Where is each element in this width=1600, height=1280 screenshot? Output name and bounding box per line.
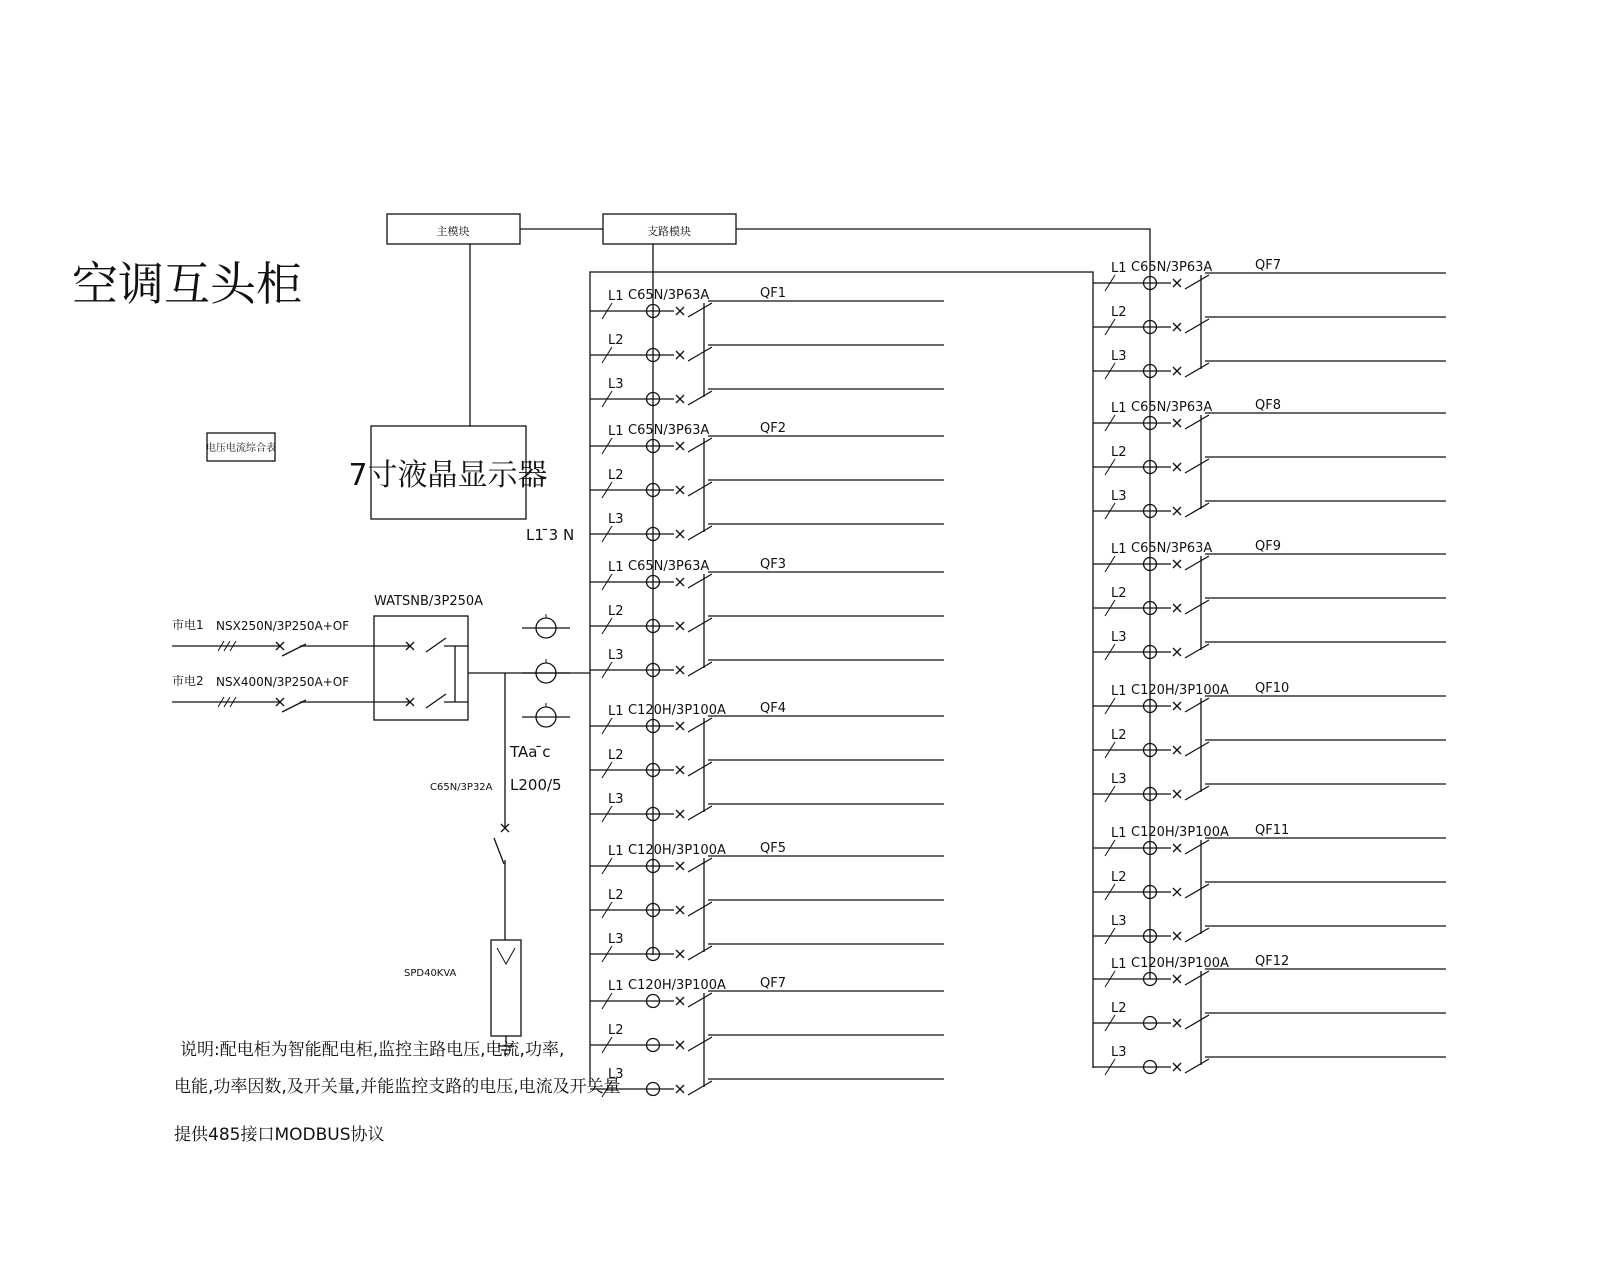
right-feeder-group-1-phase-3: L3 (1111, 349, 1127, 364)
ct-label-2: L200/5 (510, 776, 562, 794)
right-feeder-group-5 (1093, 823, 1446, 944)
left-feeder-group-2 (590, 421, 944, 542)
incoming-1-feeder (172, 641, 374, 656)
right-feeder-group-6-breaker: C120H/3P100A (1131, 956, 1229, 971)
left-feeder-group-3 (590, 557, 944, 678)
meter-label: 电压电流综合表 (206, 443, 276, 454)
left-feeder-group-6-qf: QF7 (760, 976, 786, 991)
right-feeder-group-4 (1093, 681, 1446, 802)
right-feeder-group-4-qf: QF10 (1255, 681, 1290, 696)
note-line-2: 电能,功率因数,及开关量,并能监控支路的电压,电流及开关量 (174, 1077, 621, 1097)
spd-breaker-label: C65N/3P32A (430, 782, 493, 793)
right-feeder-group-4-phase-2: L2 (1111, 728, 1127, 743)
right-feeder-group-6-phase-3: L3 (1111, 1045, 1127, 1060)
right-feeder-group-2 (1093, 398, 1446, 519)
right-feeder-group-3-qf: QF9 (1255, 539, 1281, 554)
right-feeder-group-1 (1093, 258, 1446, 379)
right-feeder-group-5-breaker: C120H/3P100A (1131, 825, 1229, 840)
spd-device-label: SPD40KVA (404, 968, 457, 979)
right-feeder-group-6-phase-1: L1 (1111, 957, 1127, 972)
right-feeder-group-4-phase-3: L3 (1111, 772, 1127, 787)
left-feeder-group-1 (590, 286, 944, 407)
ats-switch-2 (374, 646, 468, 708)
left-feeder-group-5-phase-2: L2 (608, 888, 624, 903)
left-feeder-group-5-breaker: C120H/3P100A (628, 843, 726, 858)
bus-frame (590, 272, 1093, 1086)
branch-module-label: 支路模块 (647, 225, 691, 238)
right-feeder-group-2-qf: QF8 (1255, 398, 1281, 413)
right-feeder-group-5-qf: QF11 (1255, 823, 1290, 838)
left-feeder-group-1-qf: QF1 (760, 286, 786, 301)
right-feeder-group-4-phase-1: L1 (1111, 684, 1127, 699)
left-feeder-group-6-phase-2: L2 (608, 1023, 624, 1038)
right-feeder-group-1-phase-2: L2 (1111, 305, 1127, 320)
left-feeder-group-3-phase-2: L2 (608, 604, 624, 619)
left-feeder-group-1-phase-3: L3 (608, 377, 624, 392)
left-feeder-group-5-phase-3: L3 (608, 932, 624, 947)
incoming-1-source: 市电1 (172, 618, 204, 632)
right-feeder-group-6 (1093, 954, 1446, 1075)
note-line-3: 提供485接口MODBUS协议 (174, 1125, 385, 1145)
left-feeder-group-2-phase-1: L1 (608, 424, 624, 439)
right-feeder-group-1-phase-1: L1 (1111, 261, 1127, 276)
right-feeder-group-3-phase-1: L1 (1111, 542, 1127, 557)
diagram-title: 空调互头柜 (72, 257, 302, 311)
current-transformers (522, 614, 570, 727)
right-feeder-group-3-breaker: C65N/3P63A (1131, 541, 1213, 556)
left-feeder-group-5 (590, 841, 944, 962)
right-feeder-group-6-phase-2: L2 (1111, 1001, 1127, 1016)
left-feeder-group-4-qf: QF4 (760, 701, 786, 716)
right-feeder-group-5-phase-2: L2 (1111, 870, 1127, 885)
right-feeder-group-1-breaker: C65N/3P63A (1131, 260, 1213, 275)
right-feeder-group-3-phase-3: L3 (1111, 630, 1127, 645)
bus-label: L1 ̄3 N (526, 526, 575, 544)
left-feeder-group-2-phase-2: L2 (608, 468, 624, 483)
ct-label-1: TAa ̄c (510, 743, 551, 761)
left-feeder-group-3-qf: QF3 (760, 557, 786, 572)
left-feeder-group-5-qf: QF5 (760, 841, 786, 856)
right-feeder-group-2-phase-1: L1 (1111, 401, 1127, 416)
right-feeder-group-4-breaker: C120H/3P100A (1131, 683, 1229, 698)
left-feeder-group-6-phase-1: L1 (608, 979, 624, 994)
incoming-2-source: 市电2 (172, 674, 204, 688)
left-feeder-group-3-phase-1: L1 (608, 560, 624, 575)
left-feeder-group-2-phase-3: L3 (608, 512, 624, 527)
incoming-1-breaker: NSX250N/3P250A+OF (216, 619, 350, 633)
right-feeder-group-1-qf: QF7 (1255, 258, 1281, 273)
comm-line-right (736, 229, 1150, 272)
right-feeder-groups (1093, 258, 1446, 1075)
left-feeder-group-6-breaker: C120H/3P100A (628, 978, 726, 993)
left-feeder-group-4 (590, 701, 944, 822)
ats-label: WATSNB/3P250A (374, 594, 484, 609)
right-feeder-group-2-phase-2: L2 (1111, 445, 1127, 460)
left-feeder-group-4-phase-1: L1 (608, 704, 624, 719)
left-feeder-group-4-phase-3: L3 (608, 792, 624, 807)
left-feeder-group-2-qf: QF2 (760, 421, 786, 436)
spd-feeder (491, 673, 521, 1054)
left-feeder-group-2-breaker: C65N/3P63A (628, 423, 710, 438)
note-line-1: 说明:配电柜为智能配电柜,监控主路电压,电流,功率, (180, 1040, 565, 1060)
left-feeder-group-1-breaker: C65N/3P63A (628, 288, 710, 303)
left-feeder-group-6-phase-3: L3 (608, 1067, 624, 1082)
incoming-2-feeder (172, 697, 374, 712)
right-feeder-group-3 (1093, 539, 1446, 660)
left-feeder-group-5-phase-1: L1 (608, 844, 624, 859)
right-feeder-group-5-phase-3: L3 (1111, 914, 1127, 929)
left-feeder-group-4-breaker: C120H/3P100A (628, 703, 726, 718)
left-feeder-group-3-breaker: C65N/3P63A (628, 559, 710, 574)
right-feeder-group-3-phase-2: L2 (1111, 586, 1127, 601)
left-feeder-group-1-phase-1: L1 (608, 289, 624, 304)
main-module-label: 主模块 (436, 225, 470, 238)
right-feeder-group-2-breaker: C65N/3P63A (1131, 400, 1213, 415)
display-label: 7寸液晶显示器 (348, 458, 548, 493)
right-feeder-group-2-phase-3: L3 (1111, 489, 1127, 504)
left-feeder-group-4-phase-2: L2 (608, 748, 624, 763)
left-feeder-group-1-phase-2: L2 (608, 333, 624, 348)
right-feeder-group-6-qf: QF12 (1255, 954, 1290, 969)
left-feeder-group-3-phase-3: L3 (608, 648, 624, 663)
right-feeder-group-5-phase-1: L1 (1111, 826, 1127, 841)
ats-switch-1 (374, 638, 468, 652)
left-feeder-groups (590, 244, 944, 1097)
left-feeder-group-6 (590, 976, 944, 1097)
incoming-2-breaker: NSX400N/3P250A+OF (216, 675, 350, 689)
ats-box (374, 616, 468, 720)
